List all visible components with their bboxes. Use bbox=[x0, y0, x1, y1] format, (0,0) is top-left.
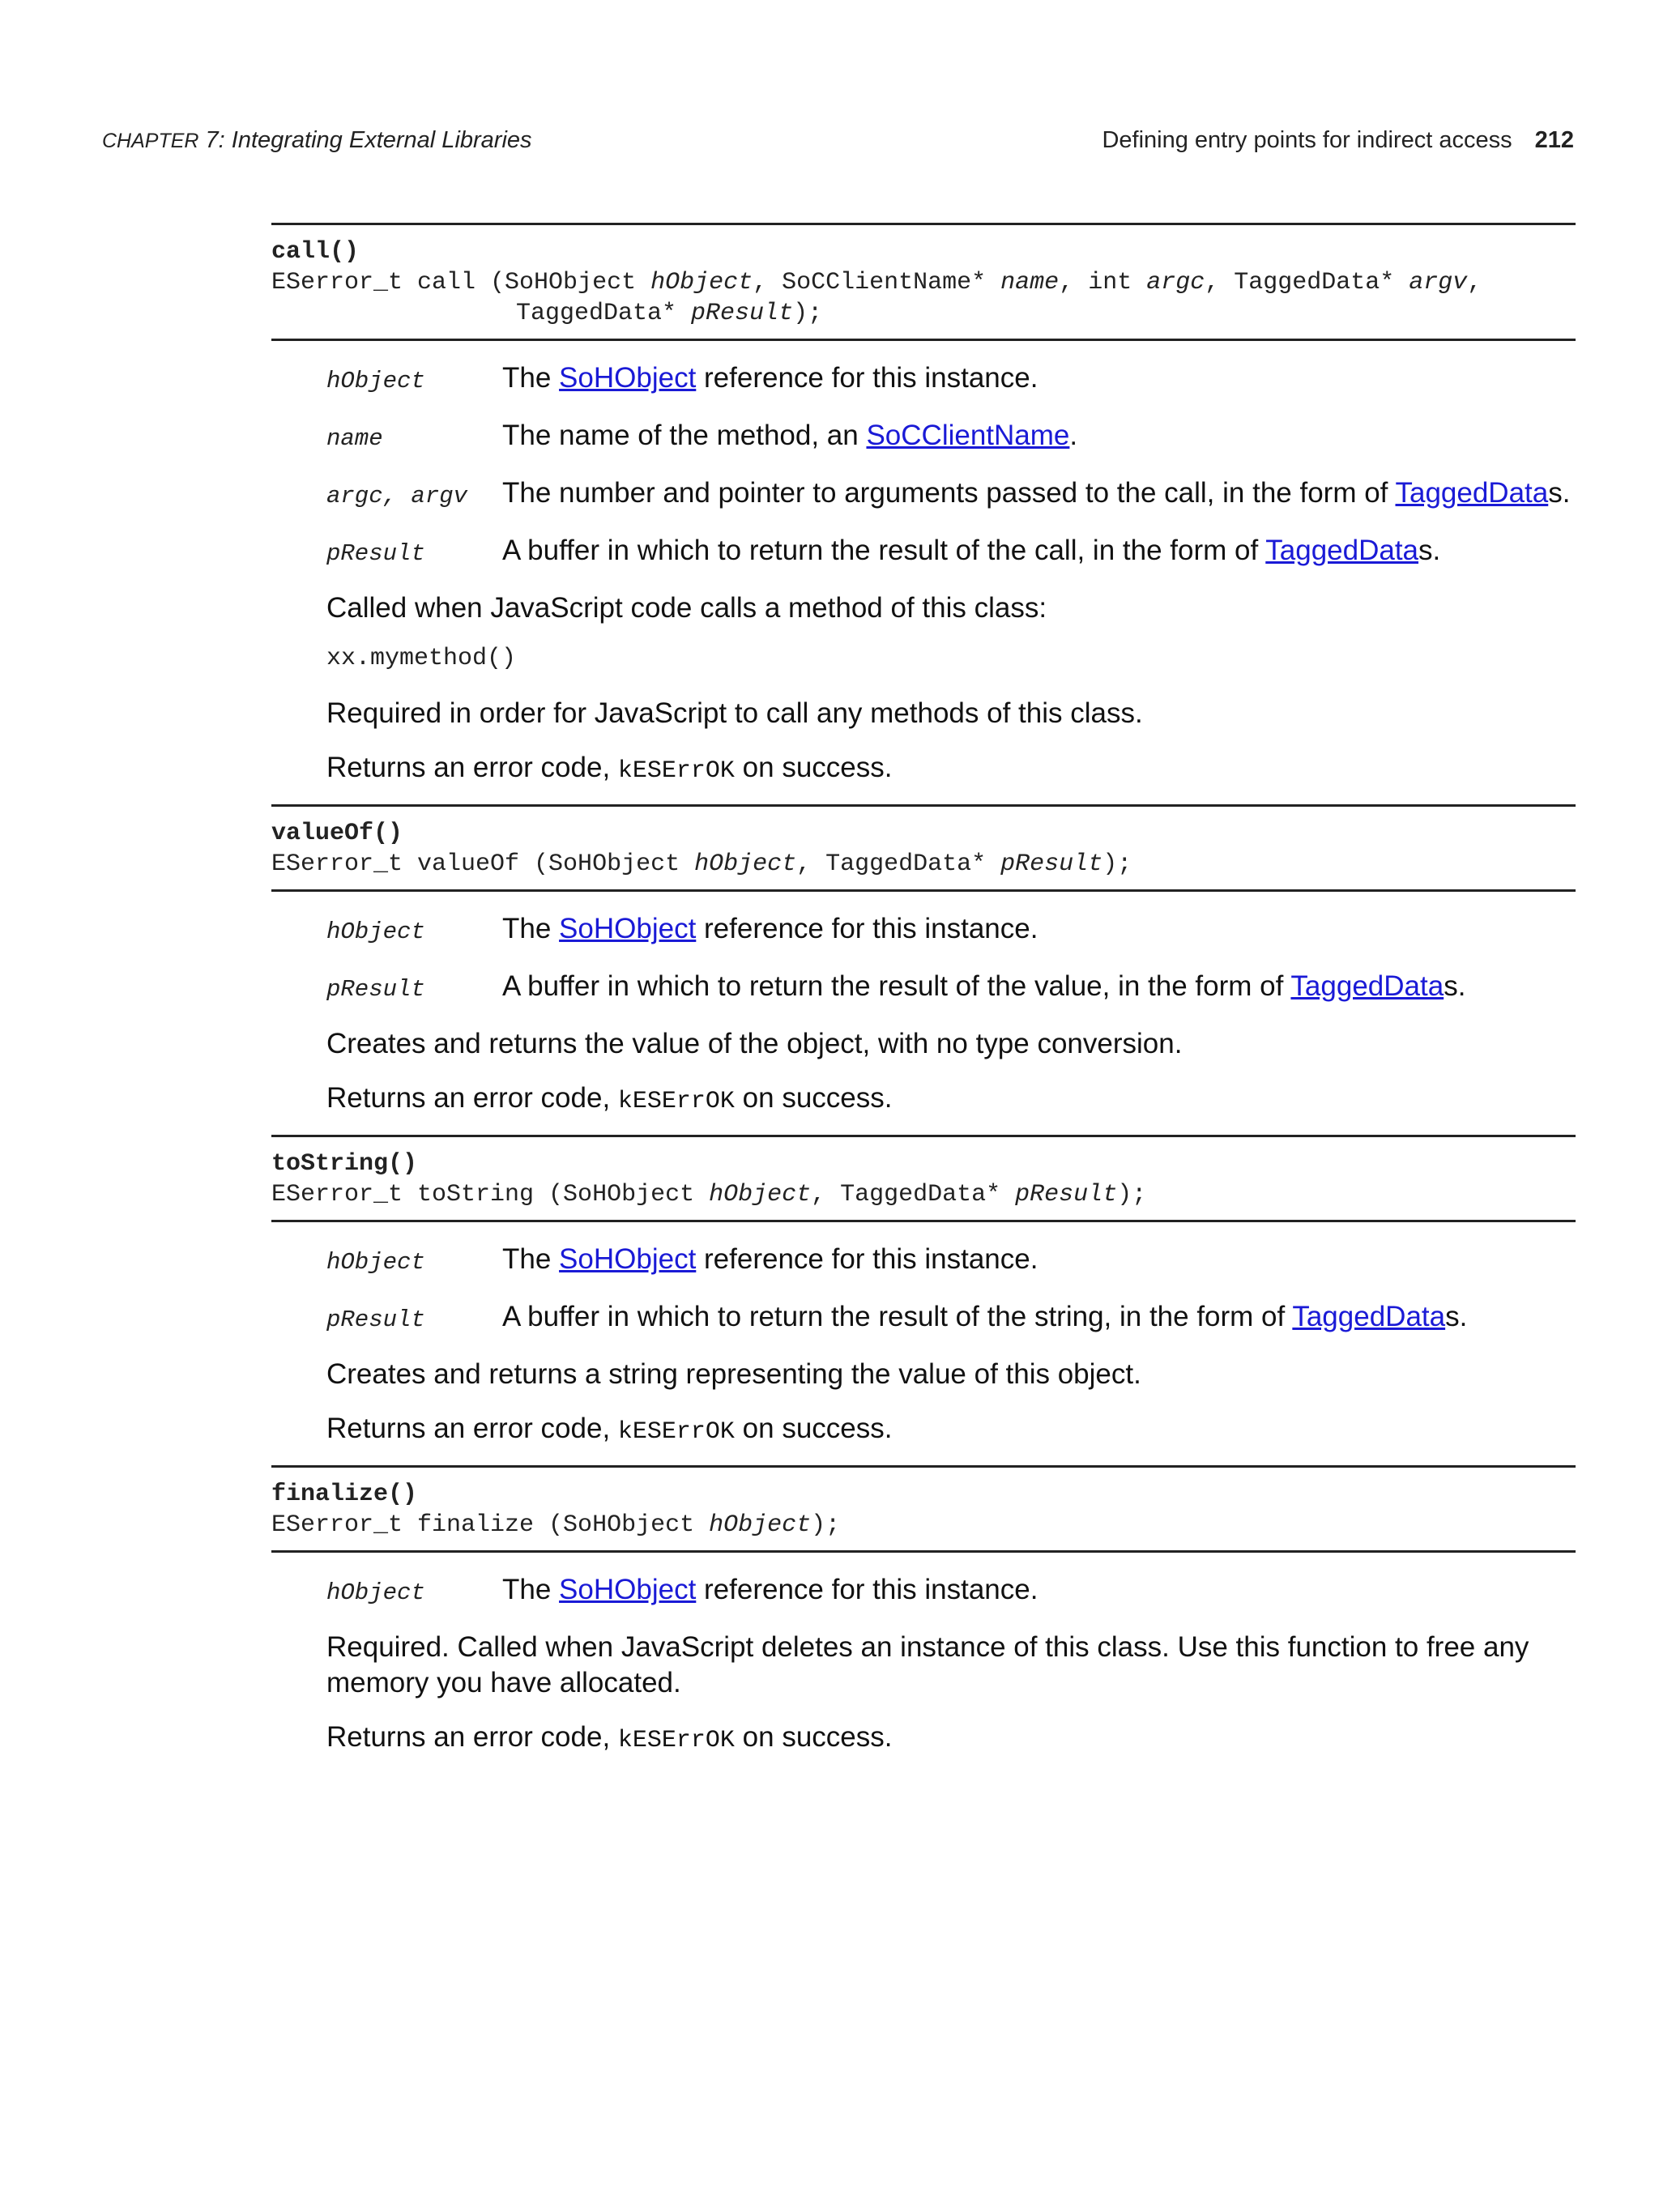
sig-text: , TaggedData* bbox=[796, 850, 1001, 878]
page-header bbox=[102, 127, 1574, 160]
function-name: toString() bbox=[271, 1150, 418, 1178]
param-description bbox=[502, 349, 1576, 407]
sig-text: ); bbox=[811, 1511, 841, 1539]
param-description bbox=[502, 1230, 1576, 1288]
return-label: Returns an error code, bbox=[326, 752, 618, 783]
desc-text: reference for this instance. bbox=[696, 1243, 1038, 1275]
page-number: 212 bbox=[1534, 127, 1574, 153]
param-name: pResult bbox=[326, 1306, 425, 1333]
desc-text: A buffer in which to return the result of the call, in the form of bbox=[502, 535, 1266, 566]
param-row bbox=[326, 1230, 1576, 1288]
desc-text: reference for this instance. bbox=[696, 362, 1038, 394]
entry-valueof bbox=[271, 804, 1576, 1135]
return-label: Returns an error code, bbox=[326, 1413, 618, 1444]
link-sohobject[interactable]: SoHObject bbox=[559, 1243, 697, 1275]
sig-text: , SoCClientName* bbox=[753, 269, 1001, 296]
description-text: Called when JavaScript code calls a method of this class: bbox=[326, 592, 1047, 624]
param-row bbox=[326, 407, 1576, 464]
sig-text: ESerror_t call (SoHObject bbox=[271, 269, 651, 296]
link-socclientname[interactable]: SoCClientName bbox=[866, 420, 1070, 451]
sig-text: ); bbox=[793, 300, 823, 327]
desc-text: reference for this instance. bbox=[696, 1574, 1038, 1605]
entry-call bbox=[271, 223, 1576, 804]
return-suffix: on success. bbox=[734, 1721, 893, 1753]
signature-line bbox=[271, 849, 1576, 880]
description-text: Creates and returns a string representing the value of this object. bbox=[326, 1358, 1141, 1390]
sig-param: pResult bbox=[1000, 850, 1103, 878]
desc-text: reference for this instance. bbox=[696, 913, 1038, 944]
section-title: Defining entry points for indirect access bbox=[1102, 127, 1512, 153]
chapter-title bbox=[102, 127, 532, 154]
sig-text: , TaggedData* bbox=[811, 1181, 1016, 1208]
param-description bbox=[502, 957, 1576, 1015]
return-code: kESErrOK bbox=[617, 1088, 735, 1115]
signature-line-continued bbox=[271, 298, 1576, 329]
sig-text: ESerror_t valueOf (SoHObject bbox=[271, 850, 695, 878]
sig-text: , int bbox=[1059, 269, 1147, 296]
desc-text: The bbox=[502, 1574, 560, 1605]
param-description bbox=[502, 900, 1576, 957]
param-description bbox=[502, 522, 1576, 579]
sig-param: hObject bbox=[709, 1181, 812, 1208]
param-description bbox=[502, 1288, 1576, 1345]
desc-text: s. bbox=[1445, 1301, 1468, 1332]
sig-text: TaggedData* bbox=[516, 300, 692, 327]
return-suffix: on success. bbox=[734, 1413, 893, 1444]
desc-text: A buffer in which to return the result of the value, in the form of bbox=[502, 970, 1291, 1002]
param-name: hObject bbox=[326, 1249, 425, 1276]
param-row bbox=[326, 464, 1576, 522]
return-code: kESErrOK bbox=[617, 757, 735, 785]
desc-text: The bbox=[502, 362, 560, 394]
sig-param: hObject bbox=[694, 850, 797, 878]
return-suffix: on success. bbox=[734, 752, 893, 783]
entry-body bbox=[271, 341, 1576, 804]
sig-param: hObject bbox=[650, 269, 753, 296]
signature-line bbox=[271, 267, 1576, 298]
param-name: name bbox=[326, 425, 383, 452]
signature-line bbox=[271, 1510, 1576, 1541]
sig-param: pResult bbox=[1015, 1181, 1118, 1208]
signature-block bbox=[271, 225, 1576, 341]
description-text: Creates and returns the value of the object, with no type conversion. bbox=[326, 1028, 1183, 1059]
function-name: finalize() bbox=[271, 1481, 418, 1508]
desc-text: The number and pointer to arguments passed to the call, in the form of bbox=[502, 477, 1396, 509]
link-sohobject[interactable]: SoHObject bbox=[559, 362, 697, 394]
return-suffix: on success. bbox=[734, 1082, 893, 1114]
return-code: kESErrOK bbox=[617, 1418, 735, 1446]
param-name: argc, argv bbox=[326, 483, 468, 509]
link-taggeddata[interactable]: TaggedData bbox=[1292, 1301, 1446, 1332]
param-row bbox=[326, 957, 1576, 1015]
sig-param: argv bbox=[1409, 269, 1468, 296]
signature-block bbox=[271, 807, 1576, 892]
param-row bbox=[326, 349, 1576, 407]
desc-text: A buffer in which to return the result of the string, in the form of bbox=[502, 1301, 1293, 1332]
description-text: Required in order for JavaScript to call any methods of this class. bbox=[326, 697, 1143, 729]
return-text bbox=[326, 1407, 1576, 1454]
desc-text: The bbox=[502, 1243, 560, 1275]
sig-text: , bbox=[1467, 269, 1482, 296]
code-example: xx.mymethod() bbox=[326, 645, 517, 672]
return-text bbox=[326, 1076, 1576, 1123]
desc-text: The bbox=[502, 913, 560, 944]
return-label: Returns an error code, bbox=[326, 1721, 618, 1753]
reference-content bbox=[271, 223, 1576, 1774]
return-label: Returns an error code, bbox=[326, 1082, 618, 1114]
return-text bbox=[326, 1715, 1576, 1762]
param-description bbox=[502, 1561, 1576, 1618]
signature-line bbox=[271, 1179, 1576, 1210]
desc-text: The name of the method, an bbox=[502, 420, 867, 451]
param-row bbox=[326, 900, 1576, 957]
entry-finalize bbox=[271, 1465, 1576, 1774]
chapter-name: 7: Integrating External Libraries bbox=[198, 127, 532, 153]
entry-tostring bbox=[271, 1135, 1576, 1465]
desc-text: s. bbox=[1444, 970, 1466, 1002]
desc-text: . bbox=[1069, 420, 1078, 451]
signature-block bbox=[271, 1468, 1576, 1553]
param-name: hObject bbox=[326, 368, 425, 394]
signature-block bbox=[271, 1137, 1576, 1222]
param-row bbox=[326, 1288, 1576, 1345]
entry-body bbox=[271, 1553, 1576, 1774]
section-header bbox=[1102, 127, 1574, 154]
chapter-label: CHAPTER bbox=[102, 130, 199, 152]
entry-body bbox=[271, 892, 1576, 1135]
link-taggeddata[interactable]: TaggedData bbox=[1290, 970, 1444, 1002]
sig-text: ); bbox=[1102, 850, 1132, 878]
link-taggeddata[interactable]: TaggedData bbox=[1265, 535, 1419, 566]
return-code: kESErrOK bbox=[617, 1727, 735, 1754]
param-name: pResult bbox=[326, 976, 425, 1003]
sig-param: argc bbox=[1146, 269, 1205, 296]
sig-param: name bbox=[1000, 269, 1060, 296]
sig-text: ); bbox=[1117, 1181, 1147, 1208]
desc-text: s. bbox=[1418, 535, 1441, 566]
function-name: call() bbox=[271, 238, 360, 266]
param-name: pResult bbox=[326, 540, 425, 567]
sig-text: ESerror_t finalize (SoHObject bbox=[271, 1511, 710, 1539]
sig-param: pResult bbox=[691, 300, 794, 327]
param-name: hObject bbox=[326, 918, 425, 945]
sig-param: hObject bbox=[709, 1511, 812, 1539]
return-text bbox=[326, 746, 1576, 793]
desc-text: s. bbox=[1548, 477, 1571, 509]
function-name: valueOf() bbox=[271, 820, 403, 847]
description-text: Required. Called when JavaScript deletes an instance of this class. Use this function to free any memory you have allocated. bbox=[326, 1631, 1529, 1698]
entry-body bbox=[271, 1222, 1576, 1465]
sig-text: ESerror_t toString (SoHObject bbox=[271, 1181, 710, 1208]
param-row bbox=[326, 1561, 1576, 1618]
link-sohobject[interactable]: SoHObject bbox=[559, 1574, 697, 1605]
link-sohobject[interactable]: SoHObject bbox=[559, 913, 697, 944]
sig-text: , TaggedData* bbox=[1205, 269, 1410, 296]
param-name: hObject bbox=[326, 1579, 425, 1606]
param-description bbox=[502, 407, 1576, 464]
param-description bbox=[502, 464, 1576, 522]
param-row bbox=[326, 522, 1576, 579]
link-taggeddata[interactable]: TaggedData bbox=[1395, 477, 1549, 509]
